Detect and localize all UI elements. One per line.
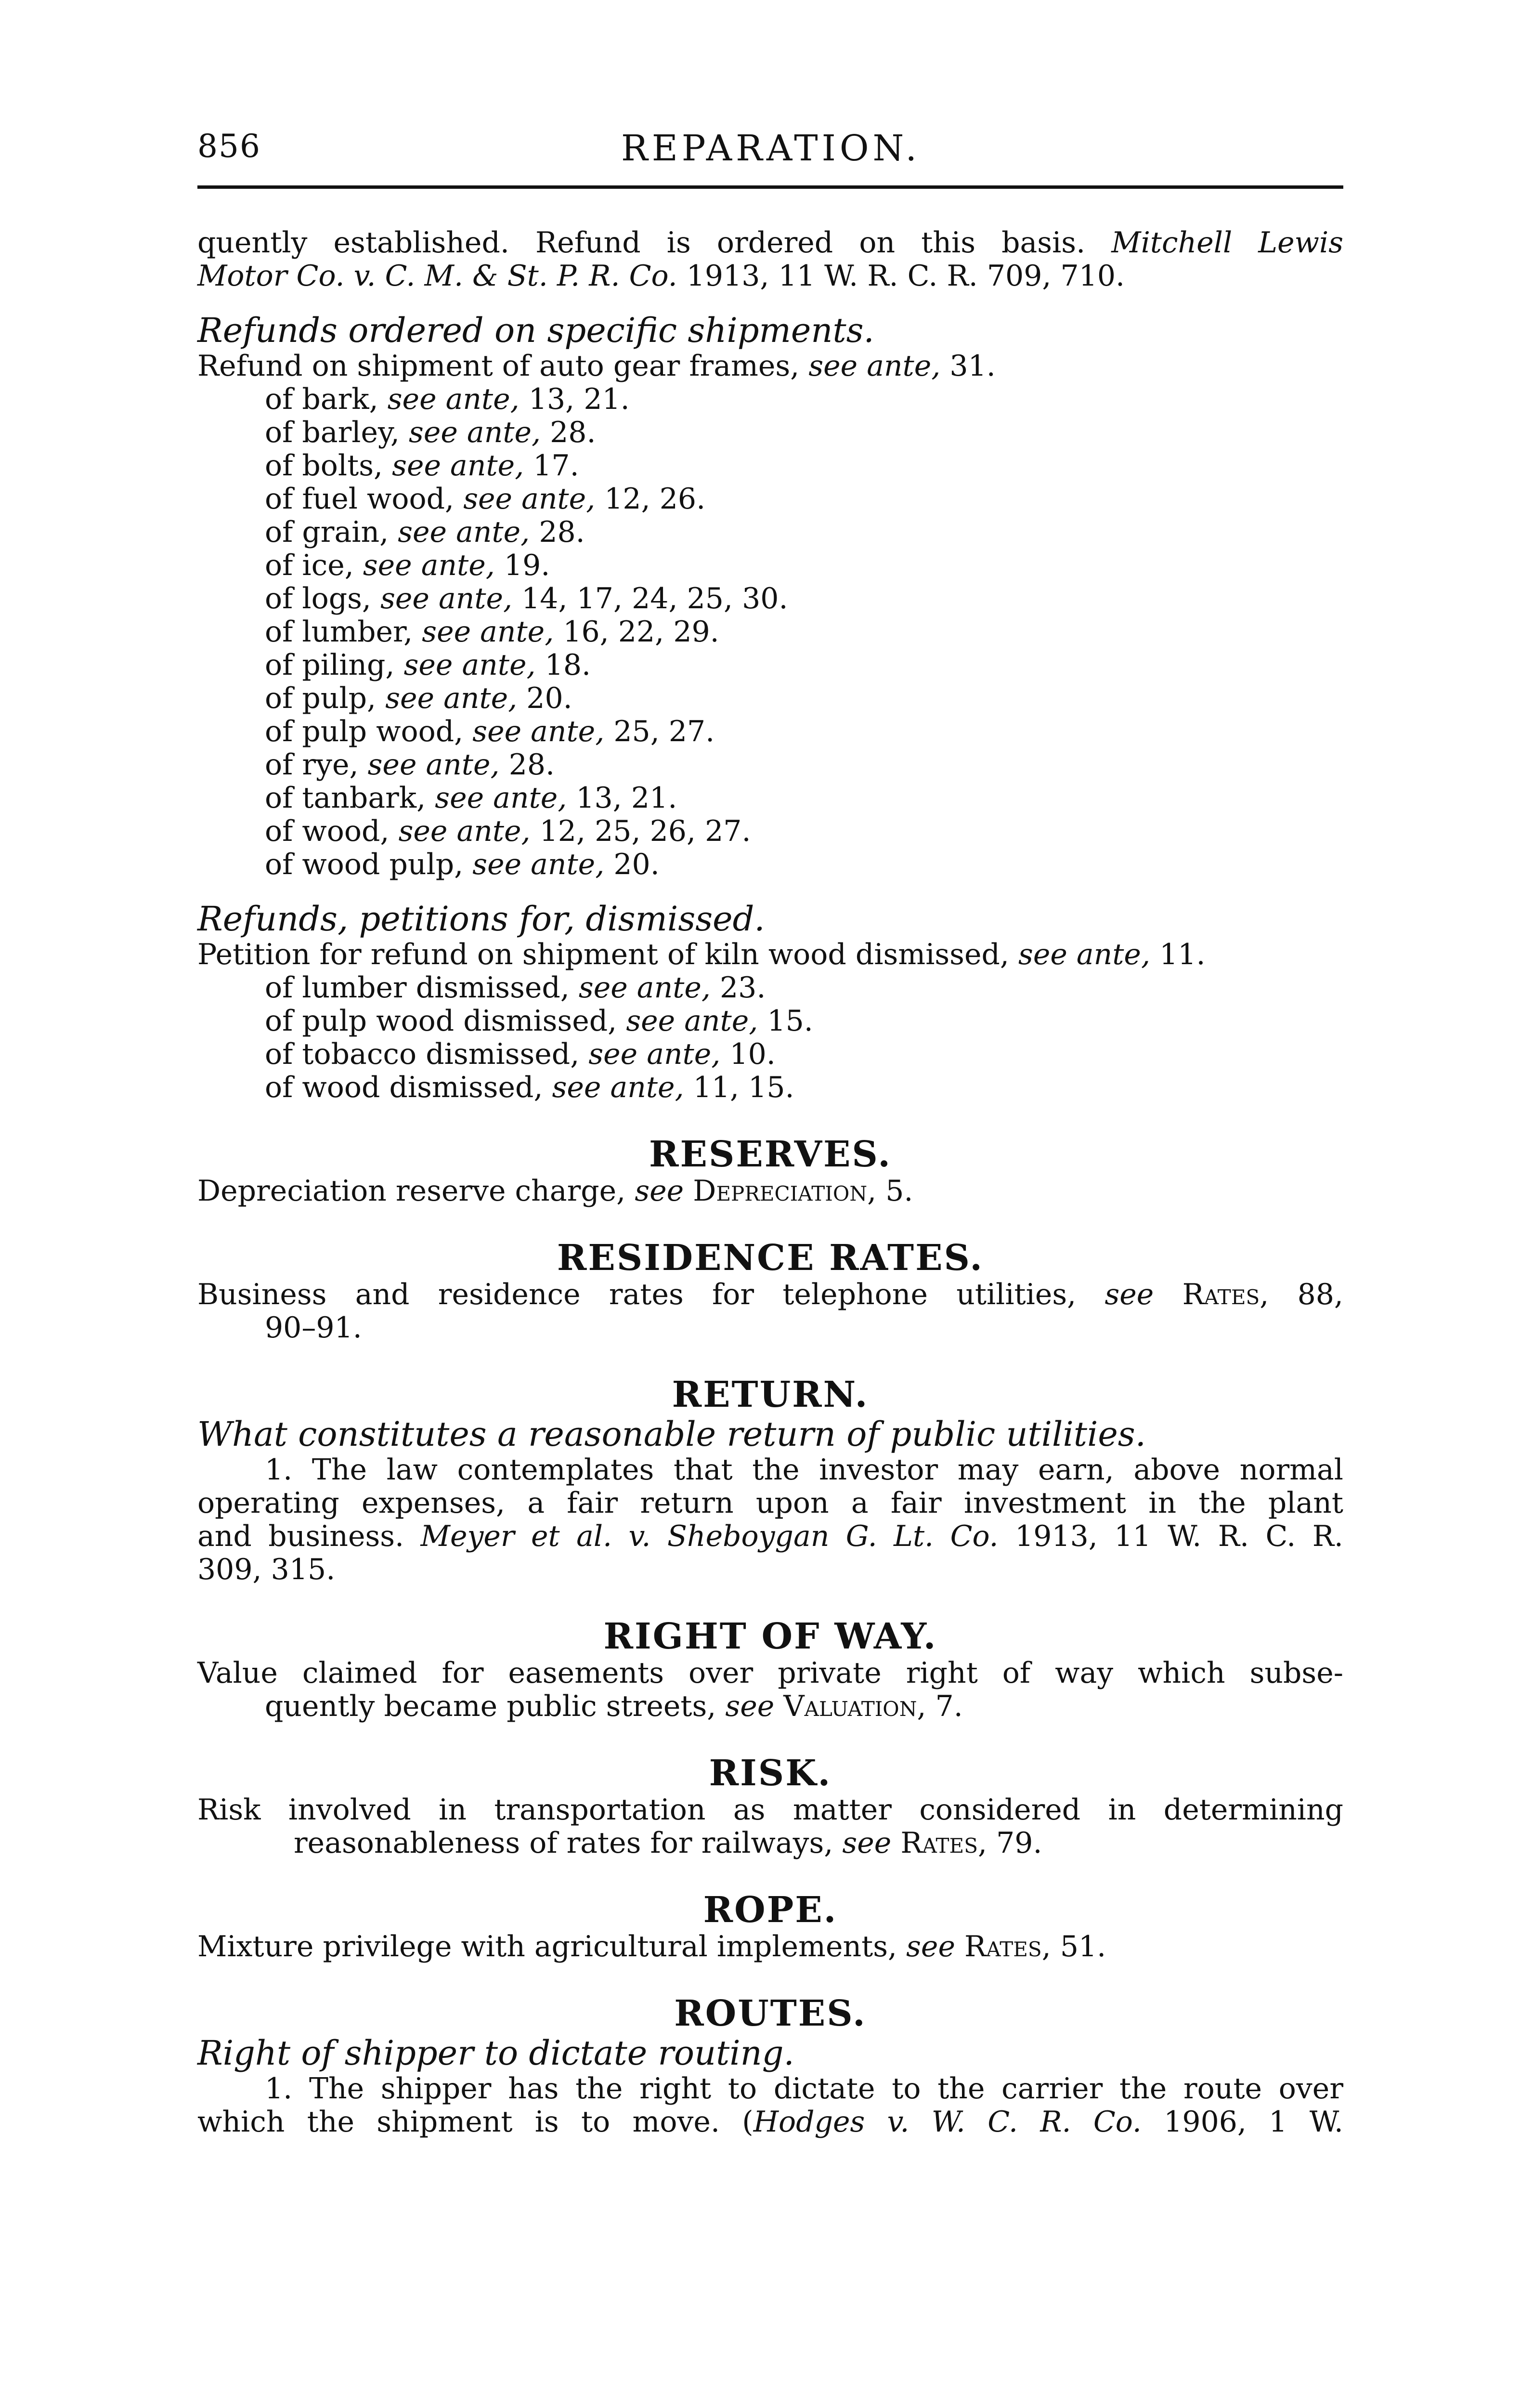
refund-list-item: of pulp, see ante, 20. — [265, 681, 572, 715]
refund-list-item: of wood pulp, see ante, 20. — [265, 848, 660, 881]
petition-list-item: of pulp wood dismissed, see ante, 15. — [265, 1004, 813, 1038]
refund-list-item: of grain, see ante, 28. — [265, 515, 585, 549]
refund-list-item: of bark, see ante, 13, 21. — [265, 382, 630, 416]
subhead-routes: Right of shipper to dictate routing. — [197, 2033, 794, 2073]
risk-line-2: reasonableness of rates for railways, see Rates, 79. — [294, 1826, 1042, 1860]
return-line-3: and business. Meyer et al. v. Sheboygan G. Lt. Co. 1913, 11 W. R. C. R. — [197, 1519, 1343, 1553]
petition-items-list — [197, 971, 1343, 1104]
routes-line-1: 1. The shipper has the right to dictate to the carrier the route over — [265, 2072, 1343, 2106]
refund-list-item: of lumber, see ante, 16, 22, 29. — [265, 615, 719, 649]
subhead-refunds-ordered: Refunds ordered on specific shipments. — [197, 311, 874, 350]
heading-right-of-way: RIGHT OF WAY. — [603, 1616, 937, 1657]
refund-list-item: of fuel wood, see ante, 12, 26. — [265, 482, 706, 516]
refund-list-item: of tanbark, see ante, 13, 21. — [265, 781, 677, 815]
rope-entry: Mixture privilege with agricultural implements, see Rates, 51. — [197, 1930, 1106, 1963]
refund-list-item: of logs, see ante, 14, 17, 24, 25, 30. — [265, 582, 788, 615]
subhead-refunds-petitions: Refunds, petitions for, dismissed. — [197, 899, 765, 939]
petition-list-item: of wood dismissed, see ante, 11, 15. — [265, 1071, 794, 1104]
header-rule — [197, 185, 1343, 189]
refund-items-list — [197, 383, 1343, 881]
return-line-1: 1. The law contemplates that the investor may earn, above normal — [265, 1453, 1343, 1487]
right-of-way-line-2: quently became public streets, see Valuation, 7. — [265, 1689, 963, 1723]
page-body — [197, 226, 1343, 2139]
intro-line-1: quently established. Refund is ordered on this basis. Mitchell Lewis — [197, 226, 1343, 260]
return-line-2: operating expenses, a fair return upon a fair investment in the plant — [197, 1486, 1343, 1520]
refund-list-item: of rye, see ante, 28. — [265, 748, 555, 782]
heading-routes: ROUTES. — [674, 1993, 867, 2034]
refund-list-item: of ice, see ante, 19. — [265, 549, 550, 582]
heading-reserves: RESERVES. — [649, 1134, 892, 1175]
intro-line-2: Motor Co. v. C. M. & St. P. R. Co. 1913, 11 W. R. C. R. 709, 710. — [197, 259, 1125, 293]
page-number: 856 — [197, 128, 261, 165]
right-of-way-line-1: Value claimed for easements over private right of way which subse- — [197, 1656, 1343, 1690]
risk-line-1: Risk involved in transportation as matter considered in determining — [197, 1793, 1343, 1827]
page-header — [197, 128, 1353, 185]
petition-list-item: of lumber dismissed, see ante, 23. — [265, 971, 766, 1005]
refund-list-item: of bolts, see ante, 17. — [265, 449, 579, 483]
running-head: REPARATION. — [621, 128, 921, 169]
heading-rope: ROPE. — [703, 1889, 838, 1931]
refund-list-item: of wood, see ante, 12, 25, 26, 27. — [265, 814, 751, 848]
reserves-entry: Depreciation reserve charge, see Depreciation, 5. — [197, 1174, 913, 1208]
refund-list-item: of pulp wood, see ante, 25, 27. — [265, 715, 715, 748]
heading-risk: RISK. — [709, 1753, 832, 1794]
refund-entry-first: Refund on shipment of auto gear frames, see ante, 31. — [197, 349, 996, 383]
petition-list-item: of tobacco dismissed, see ante, 10. — [265, 1037, 776, 1071]
subhead-return: What constitutes a reasonable return of public utilities. — [197, 1414, 1146, 1454]
refund-list-item: of piling, see ante, 18. — [265, 648, 591, 682]
routes-line-2: which the shipment is to move. (Hodges v. W. C. R. Co. 1906, 1 W. — [197, 2105, 1344, 2139]
return-line-4: 309, 315. — [197, 1553, 336, 1586]
residence-rates-line-1: Business and residence rates for telephone utilities, see Rates, 88, — [197, 1278, 1344, 1311]
petition-entry-first: Petition for refund on shipment of kiln wood dismissed, see ante, 11. — [197, 938, 1206, 971]
refund-list-item: of barley, see ante, 28. — [265, 416, 596, 449]
residence-rates-line-2: 90–91. — [265, 1311, 362, 1345]
heading-residence-rates: RESIDENCE RATES. — [557, 1237, 984, 1279]
heading-return: RETURN. — [672, 1374, 869, 1415]
